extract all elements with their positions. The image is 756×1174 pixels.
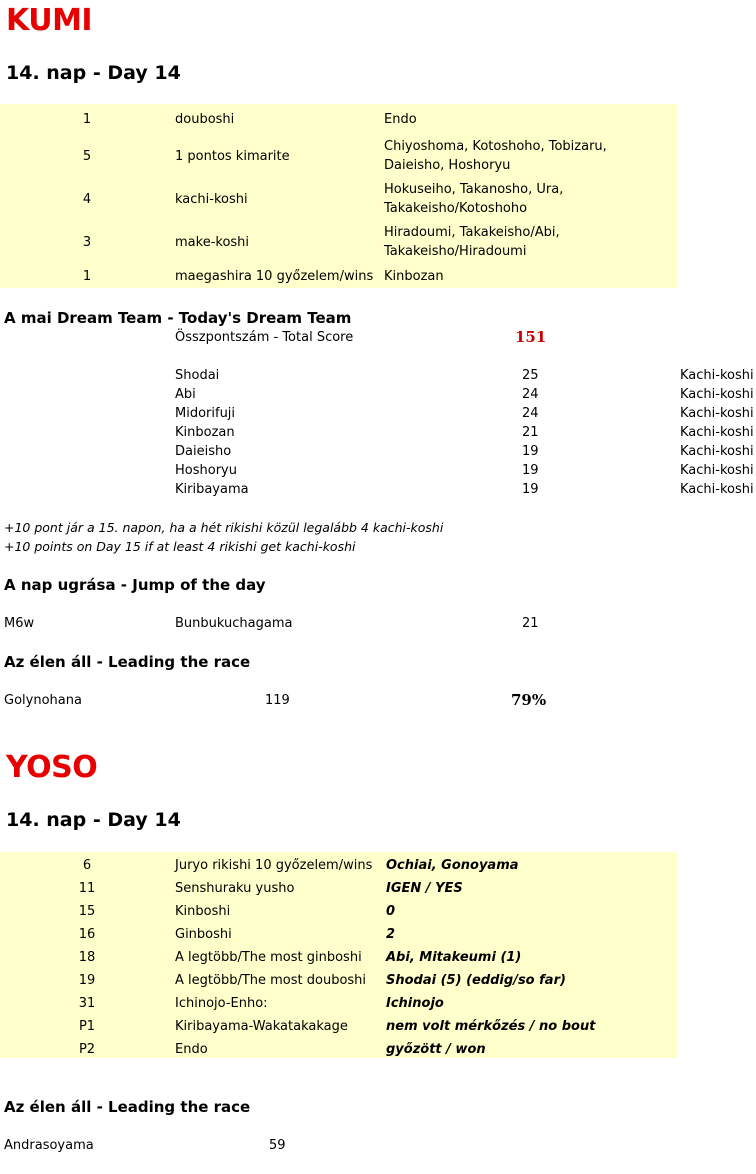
- member-points: 19: [522, 482, 539, 497]
- row-count: 3: [82, 235, 92, 250]
- row-count: P2: [78, 1042, 96, 1057]
- row-count: 31: [78, 996, 96, 1011]
- total-score-label: Összpontszám - Total Score: [175, 330, 354, 345]
- row-category: maegashira 10 győzelem/wins: [175, 269, 374, 284]
- row-count: 15: [78, 904, 96, 919]
- member-points: 19: [522, 444, 539, 459]
- row-names: Hiradoumi, Takakeisho/Abi,: [384, 225, 560, 240]
- member-points: 24: [522, 406, 539, 421]
- row-count: 11: [78, 881, 96, 896]
- jump-heading: A nap ugrása - Jump of the day: [4, 576, 266, 594]
- row-count: 4: [82, 192, 92, 207]
- row-answer: IGEN / YES: [386, 881, 463, 896]
- member-points: 24: [522, 387, 539, 402]
- member-status: Kachi-koshi: [680, 368, 754, 383]
- jump-name: Bunbukuchagama: [175, 616, 293, 631]
- member-status: Kachi-koshi: [680, 444, 754, 459]
- row-category: Endo: [175, 1042, 208, 1057]
- row-category: kachi-koshi: [175, 192, 248, 207]
- member-points: 21: [522, 425, 539, 440]
- yoso-day-heading: 14. nap - Day 14: [6, 809, 181, 831]
- member-name: Kiribayama: [175, 482, 249, 497]
- row-category: douboshi: [175, 112, 235, 127]
- row-answer: 0: [386, 904, 396, 919]
- kumi-title: KUMI: [6, 3, 93, 38]
- row-answer: Shodai (5) (eddig/so far): [386, 973, 566, 988]
- member-name: Abi: [175, 387, 196, 402]
- member-points: 19: [522, 463, 539, 478]
- dream-team-heading: A mai Dream Team - Today's Dream Team: [4, 309, 352, 327]
- member-name: Daieisho: [175, 444, 232, 459]
- jump-rank: M6w: [4, 616, 35, 631]
- row-names: Endo: [384, 112, 417, 127]
- yoso-leader-heading: Az élen áll - Leading the race: [4, 1098, 251, 1116]
- member-status: Kachi-koshi: [680, 406, 754, 421]
- row-names: Daieisho, Hoshoryu: [384, 158, 511, 173]
- row-category: Juryo rikishi 10 győzelem/wins: [175, 858, 373, 873]
- row-category: Ichinojo-Enho:: [175, 996, 268, 1011]
- member-status: Kachi-koshi: [680, 387, 754, 402]
- kumi-leader-name: Golynohana: [4, 693, 82, 708]
- row-answer: Ichinojo: [386, 996, 444, 1011]
- member-name: Kinbozan: [175, 425, 235, 440]
- member-status: Kachi-koshi: [680, 425, 754, 440]
- member-name: Shodai: [175, 368, 220, 383]
- total-score-value: 151: [515, 328, 547, 346]
- row-category: 1 pontos kimarite: [175, 149, 290, 164]
- kumi-leader-points: 119: [265, 693, 290, 708]
- kumi-leader-heading: Az élen áll - Leading the race: [4, 653, 251, 671]
- row-count: 16: [78, 927, 96, 942]
- row-count: 6: [82, 858, 92, 873]
- row-category: A legtöbb/The most douboshi: [175, 973, 367, 988]
- yoso-title: YOSO: [6, 750, 98, 785]
- row-count: P1: [78, 1019, 96, 1034]
- dream-team-note-en: +10 points on Day 15 if at least 4 rikishi get kachi-koshi: [4, 539, 356, 554]
- row-answer: 2: [386, 927, 396, 942]
- row-count: 1: [82, 112, 92, 127]
- row-count: 5: [82, 149, 92, 164]
- member-name: Hoshoryu: [175, 463, 237, 478]
- row-names: Kinbozan: [384, 269, 444, 284]
- row-count: 1: [82, 269, 92, 284]
- kumi-day-heading: 14. nap - Day 14: [6, 62, 181, 84]
- member-status: Kachi-koshi: [680, 482, 754, 497]
- row-count: 19: [78, 973, 96, 988]
- row-category: Senshuraku yusho: [175, 881, 295, 896]
- row-count: 18: [78, 950, 96, 965]
- yoso-leader-points: 59: [269, 1138, 286, 1153]
- row-names: Takakeisho/Kotoshoho: [384, 201, 528, 216]
- yoso-leader-name: Andrasoyama: [4, 1138, 94, 1153]
- row-category: Kinboshi: [175, 904, 231, 919]
- row-answer: Ochiai, Gonoyama: [386, 858, 519, 873]
- member-points: 25: [522, 368, 539, 383]
- row-answer: Abi, Mitakeumi (1): [386, 950, 522, 965]
- member-name: Midorifuji: [175, 406, 236, 421]
- row-category: A legtöbb/The most ginboshi: [175, 950, 362, 965]
- row-category: Ginboshi: [175, 927, 232, 942]
- row-names: Takakeisho/Hiradoumi: [384, 244, 527, 259]
- row-category: make-koshi: [175, 235, 250, 250]
- dream-team-note-hu: +10 pont jár a 15. napon, ha a hét rikishi közül legalább 4 kachi-koshi: [4, 520, 444, 535]
- jump-points: 21: [522, 616, 539, 631]
- row-names: Chiyoshoma, Kotoshoho, Tobizaru,: [384, 139, 607, 154]
- row-answer: győzött / won: [386, 1042, 486, 1057]
- kumi-leader-percent: 79%: [511, 691, 547, 709]
- member-status: Kachi-koshi: [680, 463, 754, 478]
- row-category: Kiribayama-Wakatakakage: [175, 1019, 348, 1034]
- row-answer: nem volt mérkőzés / no bout: [386, 1019, 596, 1034]
- row-names: Hokuseiho, Takanosho, Ura,: [384, 182, 564, 197]
